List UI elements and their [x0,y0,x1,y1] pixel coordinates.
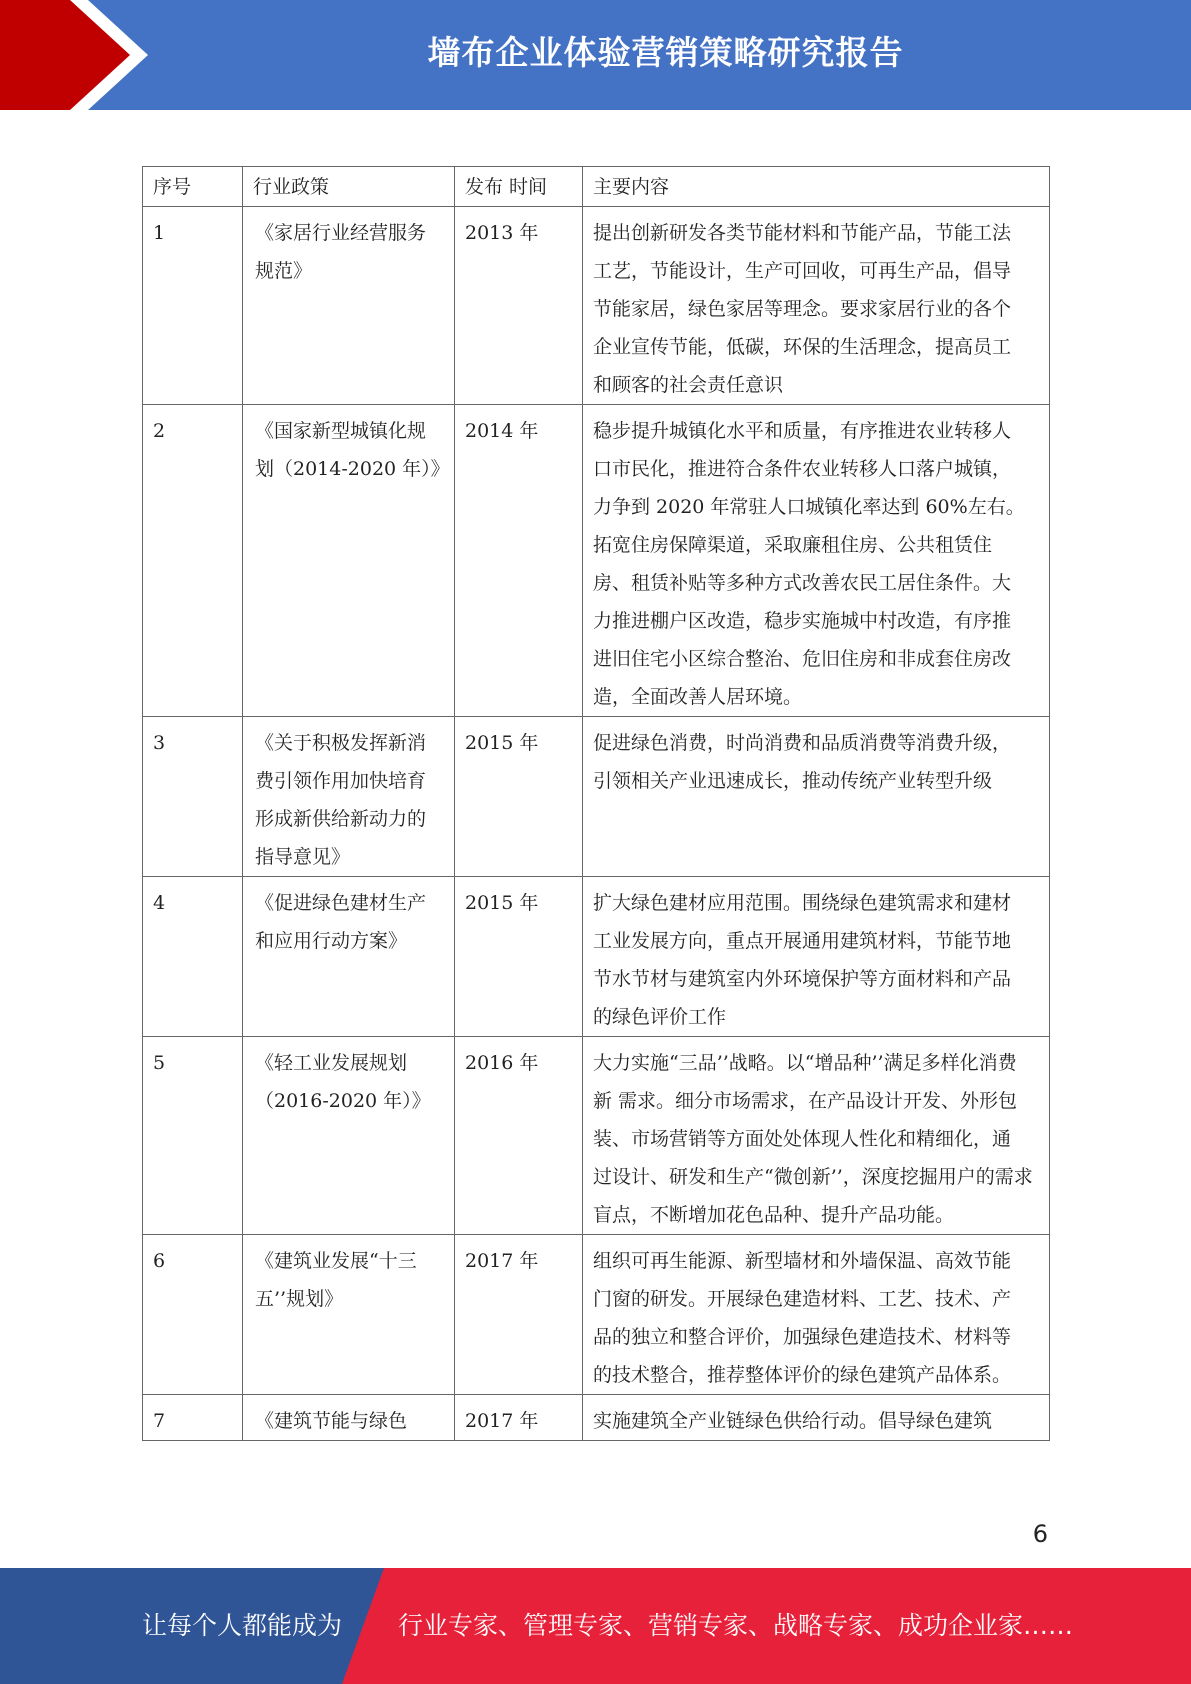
publish-date: 2013 年 [455,207,583,405]
policy-table [142,166,1050,1441]
policy-content: 大力实施“三品’’战略。以“增品种’’满足多样化消费新 需求。细分市场需求，在产品设计开发、外形包 装、市场营销等方面处处体现人性化和精细化，通 过设计、研发和生产“微创新’’，深度挖掘用户的需求 盲点，不断增加花色品种、提升产品功能。 [583,1037,1050,1235]
table-row [143,877,1050,1037]
page-number: 6 [1032,1520,1048,1548]
row-number: 5 [143,1037,243,1235]
policy-name: 《国家新型城镇化规划（2014-2020 年）》 [243,405,455,717]
row-number: 1 [143,207,243,405]
column-header-content: 主要内容 [583,167,1050,207]
column-header-no: 序号 [143,167,243,207]
row-number: 7 [143,1395,243,1441]
policy-content: 组织可再生能源、新型墙材和外墙保温、高效节能 门窗的研发。开展绿色建造材料、工艺、技术、产 品的独立和整合评价，加强绿色建造技术、材料等 的技术整合，推荐整体评价的绿色建筑产品体系。 [583,1235,1050,1395]
row-number: 3 [143,717,243,877]
header-banner [0,0,1191,110]
policy-name: 《建筑节能与绿色 [243,1395,455,1441]
table-row [143,405,1050,717]
policy-content: 扩大绿色建材应用范围。围绕绿色建筑需求和建材 工业发展方向，重点开展通用建筑材料，节能节地 节水节材与建筑室内外环境保护等方面材料和产品 的绿色评价工作 [583,877,1050,1037]
footer-banner [0,1568,1191,1684]
column-header-date: 发布 时间 [455,167,583,207]
column-header-policy: 行业政策 [243,167,455,207]
publish-date: 2015 年 [455,717,583,877]
table-row [143,1235,1050,1395]
report-title: 墙布企业体验营销策略研究报告 [427,33,904,72]
publish-date: 2014 年 [455,405,583,717]
policy-content: 实施建筑全产业链绿色供给行动。倡导绿色建筑 [583,1395,1050,1441]
footer-slogan-left: 让每个人都能成为 [142,1611,343,1640]
policy-content: 稳步提升城镇化水平和质量，有序推进农业转移人 口市民化，推进符合条件农业转移人口落户城镇， 力争到 2020 年常驻人口城镇化率达到 60%左右。 拓宽住房保障渠道，采取廉租住房、公共租赁住 房、租赁补贴等多种方式改善农民工居住条件。大 力推进棚户区改造，稳步实施城中村改造，有序推 进旧住宅小区综合整治、危旧住房和非成套住房改 造，全面改善人居环境。 [583,405,1050,717]
row-number: 4 [143,877,243,1037]
table-row [143,1037,1050,1235]
policy-name: 《关于积极发挥新消费引领作用加快培育形成新供给新动力的指导意见》 [243,717,455,877]
policy-name: 《建筑业发展“十三五’’规划》 [243,1235,455,1395]
table-row [143,207,1050,405]
row-number: 6 [143,1235,243,1395]
footer-slogan-right: 行业专家、管理专家、营销专家、战略专家、成功企业家…… [398,1611,1074,1640]
row-number: 2 [143,405,243,717]
publish-date: 2017 年 [455,1395,583,1441]
table-header-row [143,167,1050,207]
policy-name: 《家居行业经营服务规范》 [243,207,455,405]
policy-name: 《促进绿色建材生产和应用行动方案》 [243,877,455,1037]
publish-date: 2015 年 [455,877,583,1037]
policy-content: 促进绿色消费，时尚消费和品质消费等消费升级， 引领相关产业迅速成长，推动传统产业转型升级 [583,717,1050,877]
policy-name: 《轻工业发展规划（2016-2020 年）》 [243,1037,455,1235]
publish-date: 2017 年 [455,1235,583,1395]
policy-content: 提出创新研发各类节能材料和节能产品，节能工法 工艺，节能设计，生产可回收，可再生产品，倡导 节能家居，绿色家居等理念。要求家居行业的各个 企业宣传节能，低碳，环保的生活理念，提高员工 和顾客的社会责任意识 [583,207,1050,405]
table-row [143,717,1050,877]
table-row [143,1395,1050,1441]
publish-date: 2016 年 [455,1037,583,1235]
